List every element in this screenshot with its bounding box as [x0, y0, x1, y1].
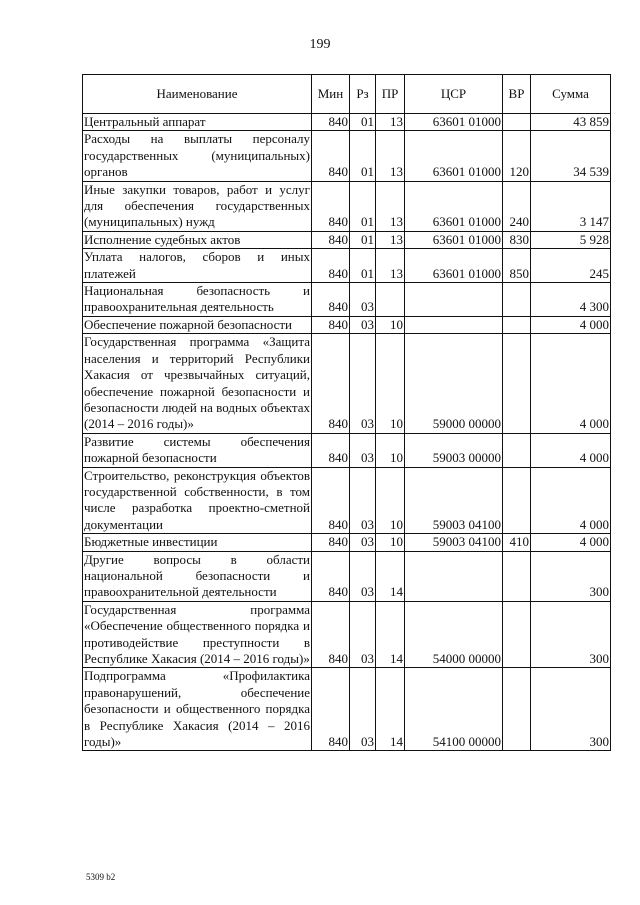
- header-vr: ВР: [503, 75, 531, 114]
- cell-rz: 03: [350, 433, 376, 467]
- table-row: [83, 334, 611, 433]
- header-pr: ПР: [376, 75, 405, 114]
- table-row: [83, 181, 611, 231]
- cell-name: Строительство, реконструкция объектов государственной собственности, в том числе разработка проектно-сметной документации: [84, 467, 310, 532]
- footer-code: 5309 b2: [86, 872, 116, 882]
- cell-pr: 10: [376, 316, 405, 333]
- cell-pr: 10: [376, 467, 405, 534]
- cell-min: 840: [312, 114, 350, 131]
- cell-rz: 01: [350, 231, 376, 248]
- cell-pr: [376, 283, 405, 317]
- cell-rz: 03: [350, 283, 376, 317]
- cell-min: 840: [312, 181, 350, 231]
- cell-csr: 54000 00000: [405, 601, 503, 668]
- cell-csr: 63601 01000: [405, 231, 503, 248]
- cell-pr: 13: [376, 249, 405, 283]
- table-row: [83, 551, 611, 601]
- cell-sum: 4 000: [531, 534, 611, 551]
- cell-rz: 01: [350, 131, 376, 181]
- cell-pr: 13: [376, 131, 405, 181]
- cell-pr: 13: [376, 114, 405, 131]
- cell-vr: [503, 316, 531, 333]
- table-row: [83, 316, 611, 333]
- cell-name: Подпрограмма «Профилактика правонарушений, обеспечение безопасности и общественного порядка в Республике Хакасия (2014 – 2016 годы)»: [84, 668, 310, 750]
- header-csr: ЦСР: [405, 75, 503, 114]
- cell-name: Государственная программа «Обеспечение общественного порядка и противодействие преступности в Республике Хакасия (2014 – 2016 годы)»: [84, 601, 310, 666]
- cell-vr: [503, 467, 531, 534]
- cell-sum: 245: [531, 249, 611, 283]
- table-row: [83, 231, 611, 248]
- cell-sum: 34 539: [531, 131, 611, 181]
- cell-csr: [405, 316, 503, 333]
- cell-pr: 10: [376, 534, 405, 551]
- table-row: [83, 601, 611, 668]
- cell-rz: 03: [350, 551, 376, 601]
- cell-sum: 4 000: [531, 433, 611, 467]
- table-header-row: [83, 75, 611, 114]
- table-row: [83, 249, 611, 283]
- cell-pr: 13: [376, 181, 405, 231]
- table-row: [83, 668, 611, 751]
- cell-csr: 63601 01000: [405, 114, 503, 131]
- cell-name: Обеспечение пожарной безопасности: [83, 316, 312, 333]
- cell-name: Развитие системы обеспечения пожарной безопасности: [84, 433, 310, 466]
- cell-min: 840: [312, 231, 350, 248]
- table-row: [83, 114, 611, 131]
- cell-vr: 120: [503, 131, 531, 181]
- cell-sum: 3 147: [531, 181, 611, 231]
- cell-min: 840: [312, 283, 350, 317]
- cell-csr: [405, 283, 503, 317]
- cell-sum: 43 859: [531, 114, 611, 131]
- cell-sum: 300: [531, 601, 611, 668]
- cell-rz: 03: [350, 316, 376, 333]
- cell-name: Центральный аппарат: [83, 114, 312, 131]
- cell-vr: 830: [503, 231, 531, 248]
- cell-rz: 01: [350, 114, 376, 131]
- cell-csr: 59003 04100: [405, 467, 503, 534]
- header-rz: Рз: [350, 75, 376, 114]
- header-sum: Сумма: [531, 75, 611, 114]
- table-row: [83, 467, 611, 534]
- header-name: Наименование: [83, 75, 312, 114]
- table-row: [83, 534, 611, 551]
- cell-min: 840: [312, 534, 350, 551]
- cell-rz: 01: [350, 249, 376, 283]
- cell-rz: 03: [350, 668, 376, 751]
- cell-rz: 03: [350, 467, 376, 534]
- cell-vr: 240: [503, 181, 531, 231]
- cell-name: Другие вопросы в области национальной безопасности и правоохранительной деятельности: [84, 551, 310, 600]
- cell-name: Иные закупки товаров, работ и услуг для обеспечения государственных (муниципальных) нужд: [84, 181, 310, 230]
- cell-pr: 14: [376, 551, 405, 601]
- cell-min: 840: [312, 601, 350, 668]
- cell-name: Исполнение судебных актов: [83, 231, 312, 248]
- cell-csr: [405, 551, 503, 601]
- cell-name: Государственная программа «Защита населения и территорий Республики Хакасия от чрезвычайных ситуаций, обеспечение пожарной безопасности и безопасности людей на водных объектах (2014 – 2016 годы)»: [84, 334, 310, 432]
- cell-csr: 63601 01000: [405, 249, 503, 283]
- cell-vr: [503, 334, 531, 433]
- cell-pr: 14: [376, 668, 405, 751]
- cell-vr: [503, 551, 531, 601]
- cell-rz: 01: [350, 181, 376, 231]
- cell-min: 840: [312, 433, 350, 467]
- cell-csr: 59003 04100: [405, 534, 503, 551]
- cell-sum: 4 000: [531, 334, 611, 433]
- cell-sum: 300: [531, 551, 611, 601]
- cell-name: Уплата налогов, сборов и иных платежей: [84, 249, 310, 281]
- cell-rz: 03: [350, 534, 376, 551]
- cell-min: 840: [312, 668, 350, 751]
- cell-name: Национальная безопасность и правоохранительная деятельность: [84, 283, 310, 315]
- cell-sum: 4 300: [531, 283, 611, 317]
- cell-sum: 4 000: [531, 316, 611, 333]
- cell-min: 840: [312, 334, 350, 433]
- table-row: [83, 131, 611, 181]
- cell-rz: 03: [350, 601, 376, 668]
- cell-min: 840: [312, 551, 350, 601]
- cell-vr: [503, 668, 531, 751]
- table-row: [83, 433, 611, 467]
- header-min: Мин: [312, 75, 350, 114]
- cell-pr: 10: [376, 433, 405, 467]
- cell-pr: 10: [376, 334, 405, 433]
- cell-vr: 850: [503, 249, 531, 283]
- cell-csr: 59003 00000: [405, 433, 503, 467]
- cell-min: 840: [312, 249, 350, 283]
- cell-csr: 59000 00000: [405, 334, 503, 433]
- page-number: 199: [309, 37, 331, 52]
- cell-pr: 14: [376, 601, 405, 668]
- cell-csr: 63601 01000: [405, 181, 503, 231]
- cell-name: Бюджетные инвестиции: [83, 534, 312, 551]
- cell-sum: 4 000: [531, 467, 611, 534]
- cell-rz: 03: [350, 334, 376, 433]
- cell-vr: [503, 433, 531, 467]
- cell-csr: 63601 01000: [405, 131, 503, 181]
- cell-vr: [503, 601, 531, 668]
- cell-min: 840: [312, 131, 350, 181]
- table-row: [83, 283, 611, 317]
- cell-pr: 13: [376, 231, 405, 248]
- cell-vr: [503, 114, 531, 131]
- budget-table: [82, 74, 611, 751]
- cell-min: 840: [312, 467, 350, 534]
- cell-sum: 5 928: [531, 231, 611, 248]
- cell-min: 840: [312, 316, 350, 333]
- cell-name: Расходы на выплаты персоналу государственных (муниципальных) органов: [84, 131, 310, 180]
- cell-vr: [503, 283, 531, 317]
- cell-csr: 54100 00000: [405, 668, 503, 751]
- cell-sum: 300: [531, 668, 611, 751]
- cell-vr: 410: [503, 534, 531, 551]
